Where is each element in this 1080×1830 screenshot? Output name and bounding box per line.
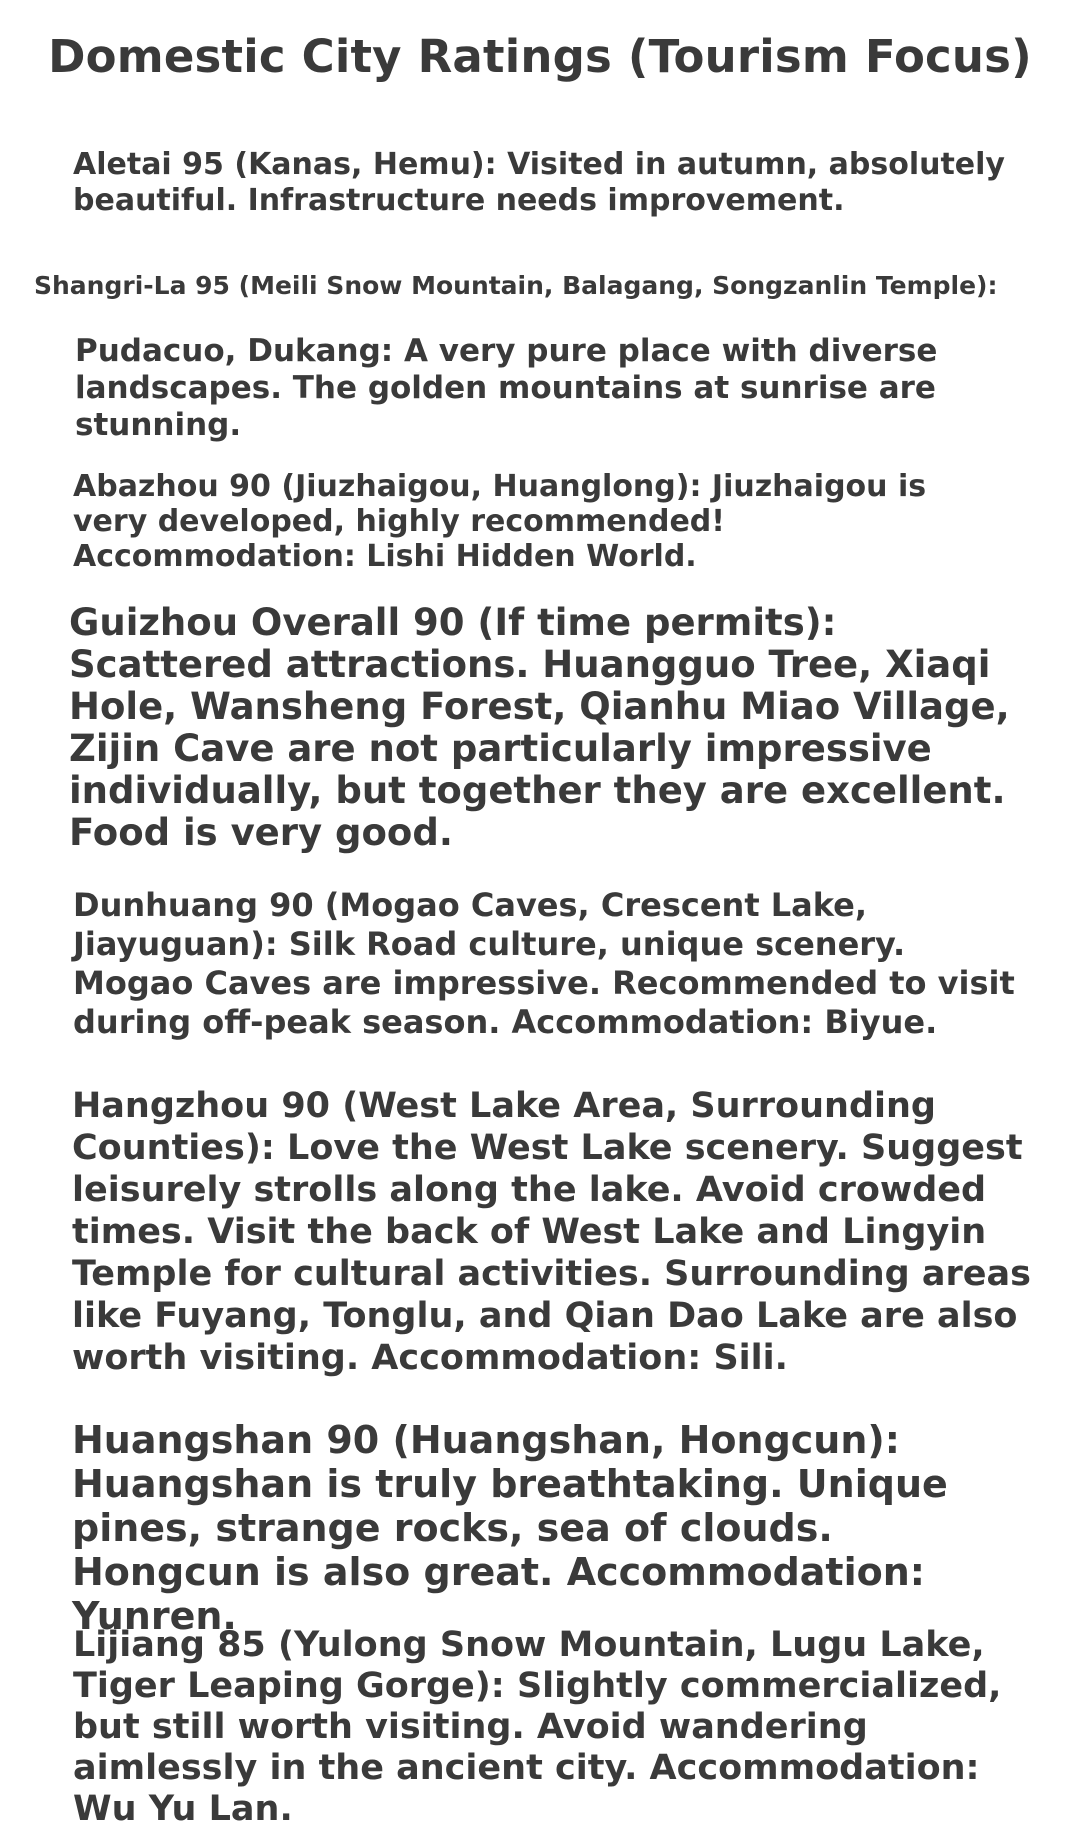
page-title: Domestic City Ratings (Tourism Focus) <box>48 30 1032 83</box>
entry-lijiang: Lijiang 85 (Yulong Snow Mountain, Lugu Lake, Tiger Leaping Gorge): Slightly commercialized, but still worth visiting. Avoid wandering aimlessly in the ancient city. Accommodation: Wu Yu Lan. <box>73 1625 1002 1829</box>
entry-huangshan: Huangshan 90 (Huangshan, Hongcun): Huangshan is truly breathtaking. Unique pines, strange rocks, sea of clouds. Hongcun is also great. Accommodation: Yunren. <box>72 1418 948 1638</box>
entry-pudacuo: Pudacuo, Dukang: A very pure place with diverse landscapes. The golden mountains at sunrise are stunning. <box>75 333 938 443</box>
entry-shangri-la: Shangri-La 95 (Meili Snow Mountain, Balagang, Songzanlin Temple): <box>34 271 998 300</box>
entry-dunhuang: Dunhuang 90 (Mogao Caves, Crescent Lake, Jiayuguan): Silk Road culture, unique scenery. Mogao Caves are impressive. Recommended to visit during off-peak season. Accommodation: Biyue. <box>73 886 1015 1041</box>
entry-guizhou: Guizhou Overall 90 (If time permits): Scattered attractions. Huangguo Tree, Xiaqi Hole, Wansheng Forest, Qianhu Miao Village, Zijin Cave are not particularly impressive individually, but together they are excellent. Food is very good. <box>69 601 1010 854</box>
entry-aletai: Aletai 95 (Kanas, Hemu): Visited in autumn, absolutely beautiful. Infrastructure needs improvement. <box>73 147 1005 218</box>
entry-hangzhou: Hangzhou 90 (West Lake Area, Surrounding Counties): Love the West Lake scenery. Suggest leisurely strolls along the lake. Avoid crowded times. Visit the back of West Lake and Lingyin Temple for cultural activities. Surrounding areas like Fuyang, Tonglu, and Qian Dao Lake are also worth visiting. Accommodation: Sili. <box>72 1086 1031 1378</box>
entry-abazhou: Abazhou 90 (Jiuzhaigou, Huanglong): Jiuzhaigou is very developed, highly recommended! Accommodation: Lishi Hidden World. <box>73 469 927 574</box>
